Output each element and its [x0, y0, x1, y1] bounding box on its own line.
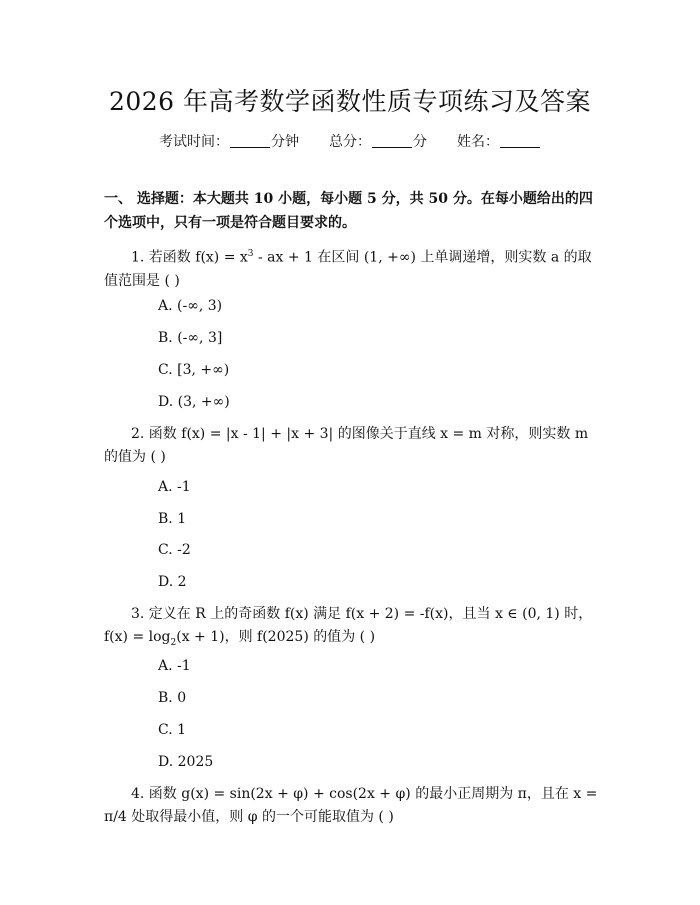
- question-3-option-a: A. -1: [158, 658, 191, 674]
- question-1-exponent: 3: [247, 249, 254, 259]
- section-heading: 一、 选择题：本大题共 10 小题，每小题 5 分，共 50 分。在每小题给出的四个选项中，只有一项是符合题目要求的。: [104, 191, 593, 231]
- exam-meta-row: [0, 131, 700, 151]
- question-1-option-a: A. (-∞, 3): [158, 298, 223, 314]
- name-label: 姓名：: [457, 134, 499, 150]
- score-label: 总分：: [329, 134, 371, 150]
- question-3-stem-a: 3. 定义在 R 上的奇函数 f(x) 满足 f(x + 2) = -f(x)，且当 x ∈ (0, 1) 时，f(x) = log: [104, 606, 593, 645]
- question-1: [104, 243, 604, 293]
- question-2-option-a: A. -1: [158, 479, 191, 495]
- question-3-log-base: 2: [170, 637, 177, 648]
- time-blank: [230, 147, 270, 148]
- question-2-option-b: B. 1: [158, 511, 187, 527]
- question-1-option-b: B. (-∞, 3]: [158, 330, 223, 346]
- score-blank: [372, 147, 412, 148]
- question-3-option-d: D. 2025: [158, 754, 214, 770]
- question-2: 2. 函数 f(x) = |x - 1| + |x + 3| 的图像关于直线 x = m 对称，则实数 m 的值为 ( ): [104, 426, 589, 465]
- question-1-option-d: D. (3, +∞): [158, 394, 230, 410]
- question-2-option-c: C. -2: [158, 542, 191, 558]
- question-1-option-c: C. [3, +∞): [158, 362, 230, 378]
- question-3-option-b: B. 0: [158, 690, 187, 706]
- name-field: [457, 131, 541, 151]
- name-blank: [500, 147, 540, 148]
- time-field: [159, 131, 299, 151]
- score-unit: 分: [413, 134, 427, 150]
- question-1-stem-a: 1. 若函数 f(x) = x: [131, 249, 248, 266]
- question-3: [104, 603, 604, 655]
- time-unit: 分钟: [271, 134, 299, 150]
- question-3-option-c: C. 1: [158, 722, 187, 738]
- document-title: 2026 年高考数学函数性质专项练习及答案: [108, 87, 592, 116]
- question-2-option-d: D. 2: [158, 574, 187, 590]
- time-label: 考试时间：: [159, 134, 229, 150]
- question-1-stem-b: - ax + 1 在区间 (1, +∞) 上单调递增，则实数 a 的取值范围是 ( ): [104, 249, 592, 289]
- question-3-stem-b: (x + 1)，则 f(2025) 的值为 ( ): [176, 629, 376, 645]
- score-field: [329, 131, 427, 151]
- question-4: 4. 函数 g(x) = sin(2x + φ) + cos(2x + φ) 的最小正周期为 π，且在 x = π/4 处取得最小值，则 φ 的一个可能取值为 ( ): [104, 786, 598, 825]
